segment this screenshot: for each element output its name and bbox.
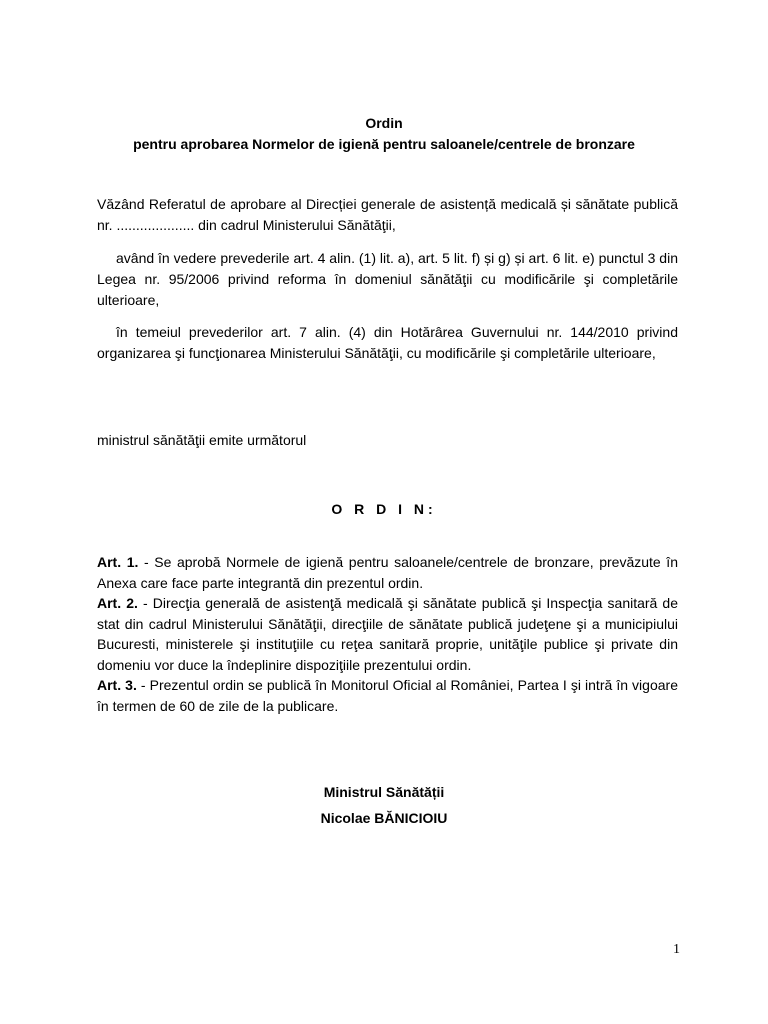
preamble-ministru [97,430,678,451]
signature-name: Nicolae BĂNICIOIU [320,810,448,826]
article-label: Art. 3. [97,677,137,693]
preamble-ministru-text: ministrul sănătăţii emite următorul [97,432,307,448]
page-number: 1 [673,942,680,957]
article-1 [97,552,678,593]
preamble-lege [97,248,678,311]
article-text: - Direcţia generală de asistenţă medicală şi sănătate publică şi Inspecţia sanitară de stat din cadrul Ministerului Sănătăţii, direcţiile de sănătate publică judeţene şi a municipiului Bucuresti, ministerele şi instituţiile cu reţea sanitară proprie, unităţile publice şi private din domeniu vor duce la îndeplinire dispoziţiile prezentului ordin. [97,595,679,673]
preamble-hotarare-text: în temeiul prevederilor art. 7 alin. (4) din Hotărârea Guvernului nr. 144/2010 privind organizarea şi funcţionarea Ministerului Sănătăţii, cu modificările şi completările ulterioare, [97,324,678,361]
article-text: - Se aprobă Normele de igienă pentru saloanele/centrele de bronzare, prevăzute în Anexa care face parte integrantă din prezentul ordin. [97,554,678,591]
articles-block [97,552,678,716]
article-label: Art. 1. [97,554,139,570]
preamble-lege-text: având în vedere prevederile art. 4 alin. (1) lit. a), art. 5 lit. f) și g) și art. 6 lit. e) punctul 3 din Legea nr. 95/2006 privind reforma în domeniul sănătăţii cu modificările şi completările ulterioare, [97,250,678,308]
article-text: - Prezentul ordin se publică în Monitorul Oficial al României, Partea I şi intră în vigoare în termen de 60 de zile de la publicare. [97,677,678,714]
preamble-referat [97,194,678,236]
article-label: Art. 2. [97,595,138,611]
signature-role: Ministrul Sănătății [323,784,445,800]
preamble-hotarare [97,322,678,364]
document-subtitle: pentru aprobarea Normelor de igienă pentru saloanele/centrele de bronzare [133,136,635,152]
document-title: Ordin [365,115,403,131]
preamble-referat-text: Văzând Referatul de aprobare al Direcției generale de asistență medicală și sănătate publică nr. .................... din cadrul Ministerului Sănătăţii, [97,196,678,233]
ordin-heading: O R D I N: [331,501,437,517]
article-3 [97,675,678,716]
article-2 [97,593,678,675]
